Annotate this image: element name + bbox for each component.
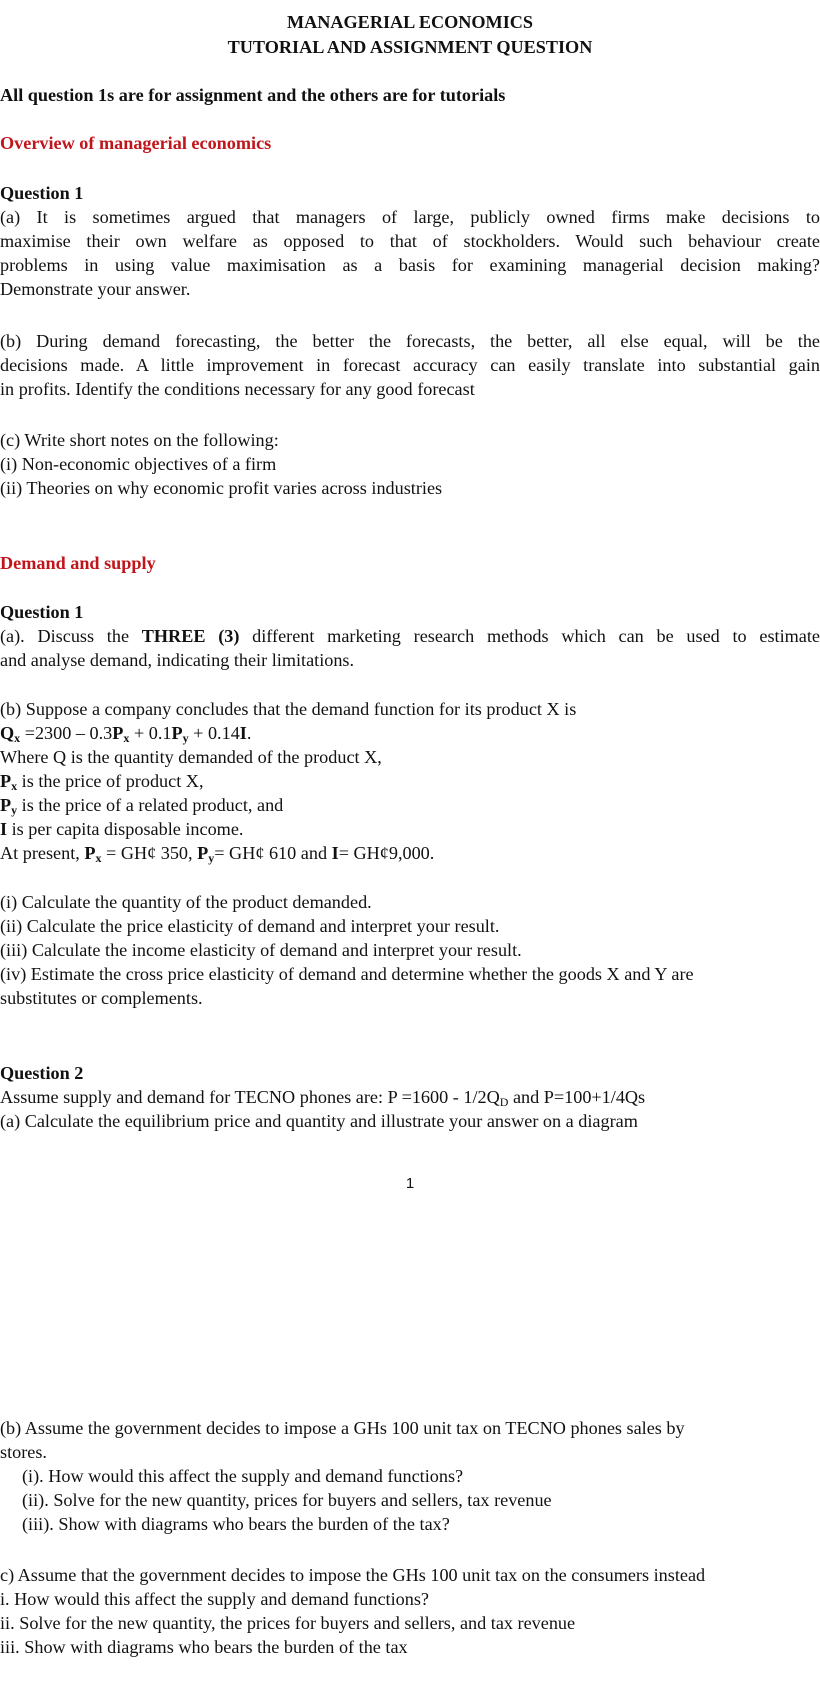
variable-definition: I is per capita disposable income. [0, 819, 244, 839]
section-heading-demand-supply: Demand and supply [0, 553, 156, 573]
list-item: (iii) Calculate the income elasticity of demand and interpret your result. [0, 940, 522, 960]
page-number: 1 [405, 1175, 415, 1192]
question-text: (a) It is sometimes argued that managers of large, publicly owned firms make decisions to [0, 207, 820, 227]
list-item: (i). How would this affect the supply and demand functions? [22, 1466, 464, 1486]
list-item: (ii) Calculate the price elasticity of demand and interpret your result. [0, 916, 500, 936]
document-title: MANAGERIAL ECONOMICS [286, 12, 534, 32]
question-label: Question 2 [0, 1063, 84, 1083]
present-values: At present, $P_x$ = GH¢ 350, $P_y=$ GH¢ 610 and I= GH¢9,000. [0, 843, 435, 865]
list-item: (i) Non-economic objectives of a firm [0, 454, 277, 474]
list-item: (iii). Show with diagrams who bears the burden of the tax? [22, 1514, 450, 1534]
question-label: Question 1 [0, 183, 84, 203]
intro-note: All question 1s are for assignment and the others are for tutorials [0, 85, 506, 105]
list-item: ii. Solve for the new quantity, the prices for buyers and sellers, and tax revenue [0, 1613, 576, 1633]
question-text: stores. [0, 1442, 47, 1462]
list-item: substitutes or complements. [0, 988, 203, 1008]
list-item: iii. Show with diagrams who bears the burden of the tax [0, 1637, 408, 1657]
question-text: (a) Calculate the equilibrium price and quantity and illustrate your answer on a diagram [0, 1111, 638, 1131]
demand-equation: $Q_x =2300 - 0.3P_x + 0.1P_y + 0.14I$. [0, 723, 252, 745]
question-text: (b) During demand forecasting, the better the forecasts, the better, all else equal, will be the [0, 331, 820, 351]
question-text: (b) Suppose a company concludes that the demand function for its product X is [0, 699, 577, 719]
list-item: i. How would this affect the supply and demand functions? [0, 1589, 430, 1609]
question-text: maximise their own welfare as opposed to that of stockholders. Would such behaviour create [0, 231, 820, 251]
variable-definition: $P_x$ is the price of product X, [0, 771, 204, 793]
question-text: (c) Write short notes on the following: [0, 430, 279, 450]
question-text: problems in using value maximisation as a basis for examining managerial decision making? [0, 255, 820, 275]
question-text: and analyse demand, indicating their limitations. [0, 650, 355, 670]
variable-definition: $P_y$ is the price of a related product, and [0, 795, 284, 817]
supply-demand-equation: Assume supply and demand for TECNO phones are: P =1600 - 1/2QD and P=100+1/4Qs [0, 1087, 646, 1109]
question-text: Demonstrate your answer. [0, 279, 191, 299]
question-text: in profits. Identify the conditions necessary for any good forecast [0, 379, 475, 399]
list-item: (ii). Solve for the new quantity, prices for buyers and sellers, tax revenue [22, 1490, 552, 1510]
document-subtitle: TUTORIAL AND ASSIGNMENT QUESTION [227, 37, 593, 57]
list-item: (iv) Estimate the cross price elasticity of demand and determine whether the goods X and Y are [0, 964, 694, 984]
list-item: (ii) Theories on why economic profit varies across industries [0, 478, 443, 498]
question-text: c) Assume that the government decides to impose the GHs 100 unit tax on the consumers instead [0, 1565, 706, 1585]
question-text: (b) Assume the government decides to impose a GHs 100 unit tax on TECNO phones sales by [0, 1418, 685, 1438]
section-heading-overview: Overview of managerial economics [0, 133, 272, 153]
question-text: Where Q is the quantity demanded of the product X, [0, 747, 382, 767]
question-text: decisions made. A little improvement in forecast accuracy can easily translate into substantial gain [0, 355, 820, 375]
question-label: Question 1 [0, 602, 84, 622]
question-text: (a). Discuss the THREE (3) different marketing research methods which can be used to estimate [0, 626, 820, 646]
list-item: (i) Calculate the quantity of the product demanded. [0, 892, 372, 912]
